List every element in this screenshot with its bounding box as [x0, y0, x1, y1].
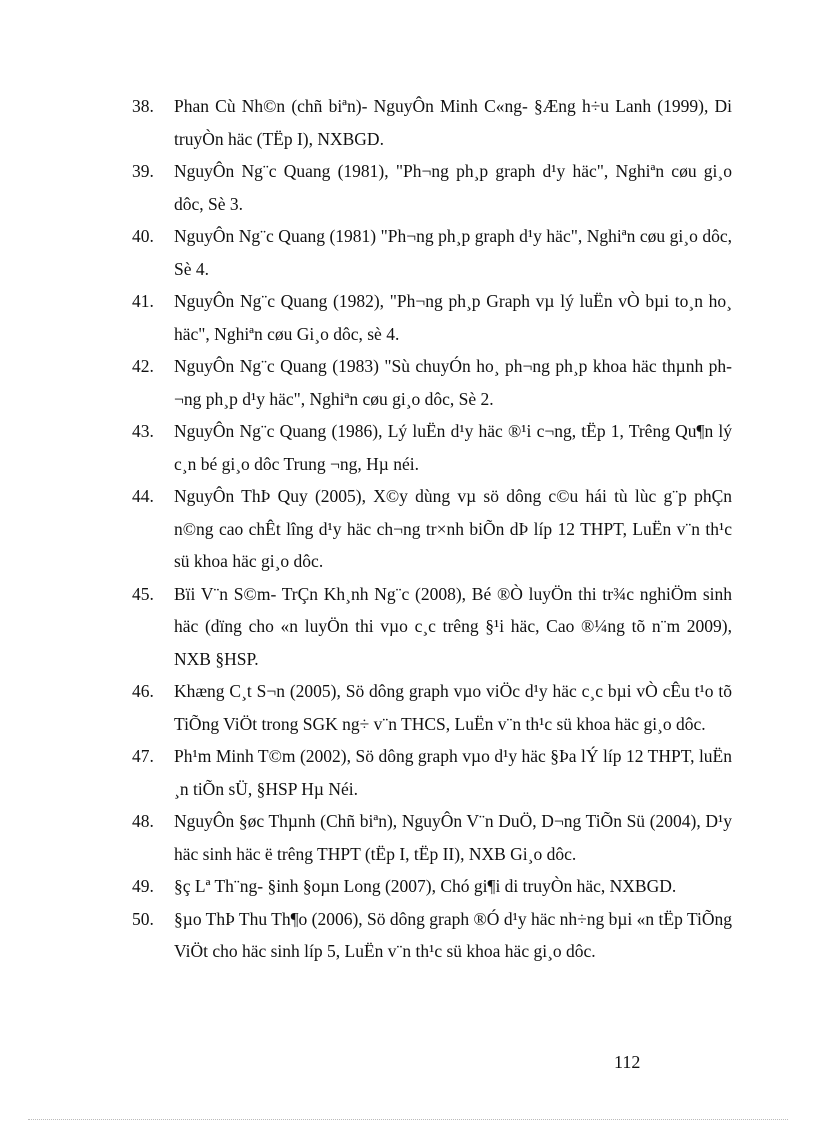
reference-item	[132, 675, 732, 740]
reference-text: §µo ThÞ Thu Th¶o (2006), Sö dông graph ®Ó d¹y häc nh÷ng bµi «n tËp TiÕng ViÖt cho häc sinh líp 5, LuËn v¨n th¹c sü khoa häc gi¸o dôc.	[174, 908, 732, 961]
reference-number: 47.	[132, 746, 154, 766]
reference-number: 43.	[132, 421, 154, 441]
reference-item	[132, 805, 732, 870]
reference-item	[132, 903, 732, 968]
reference-number: 40.	[132, 226, 154, 246]
reference-text: §ç Lª Th¨ng- §inh §oµn Long (2007), Chó gi¶i di truyÒn häc, NXBGD.	[174, 876, 677, 896]
reference-text: NguyÔn ThÞ Quy (2005), X©y dùng vµ sö dông c©u hái tù lùc g¨p phÇn n©ng cao chÊt lîng d¹y häc ch¬ng tr×nh biÕn dÞ líp 12 THPT, LuËn v¨n th¹c sü khoa häc gi¸o dôc.	[174, 486, 732, 571]
reference-number: 41.	[132, 291, 154, 311]
reference-item	[132, 740, 732, 805]
reference-text: Khæng C¸t S¬n (2005), Sö dông graph vµo viÖc d¹y häc c¸c bµi vÒ cÊu t¹o tõ TiÕng ViÖt trong SGK ng÷ v¨n THCS, LuËn v¨n th¹c sü khoa häc gi¸o dôc.	[174, 681, 732, 734]
reference-number: 38.	[132, 96, 154, 116]
page-bottom-border	[28, 1119, 788, 1120]
reference-item	[132, 155, 732, 220]
reference-number: 42.	[132, 356, 154, 376]
reference-text: Ph¹m Minh T©m (2002), Sö dông graph vµo d¹y häc §Þa lÝ líp 12 THPT, luËn ¸n tiÕn sÜ, §HSP Hµ Néi.	[174, 746, 732, 799]
reference-number: 49.	[132, 876, 154, 896]
reference-item	[132, 578, 732, 676]
reference-item	[132, 90, 732, 155]
reference-text: NguyÔn Ng¨c Quang (1982), "Ph¬ng ph¸p Graph vµ lý luËn vÒ bµi to¸n ho¸ häc", Nghiªn cøu Gi¸o dôc, sè 4.	[174, 291, 732, 344]
reference-item	[132, 285, 732, 350]
reference-item	[132, 480, 732, 578]
reference-text: NguyÔn Ng¨c Quang (1983) "Sù chuyÓn ho¸ ph¬ng ph¸p khoa häc thµnh ph¬ng ph¸p d¹y häc", Nghiªn cøu gi¸o dôc, Sè 2.	[174, 356, 732, 409]
reference-number: 48.	[132, 811, 154, 831]
reference-item	[132, 415, 732, 480]
reference-text: Phan Cù Nh©n (chñ biªn)- NguyÔn Minh C«ng- §Æng h÷u Lanh (1999), Di truyÒn häc (TËp I), NXBGD.	[174, 96, 732, 149]
reference-text: NguyÔn Ng¨c Quang (1981) "Ph¬ng ph¸p graph d¹y häc", Nghiªn cøu gi¸o dôc, Sè 4.	[174, 226, 732, 279]
reference-number: 50.	[132, 908, 154, 929]
reference-text: NguyÔn Ng¨c Quang (1981), "Ph¬ng ph¸p graph d¹y häc", Nghiªn cøu gi¸o dôc, Sè 3.	[174, 161, 732, 214]
reference-number: 44.	[132, 486, 154, 506]
reference-item	[132, 870, 732, 903]
reference-text: Bïi V¨n S©m- TrÇn Kh¸nh Ng¨c (2008), Bé ®Ò luyÖn thi tr¾c nghiÖm sinh häc (dïng cho «n luyÖn thi vµo c¸c trêng §¹i häc, Cao ®¼ng tõ n¨m 2009), NXB §HSP.	[174, 583, 732, 669]
reference-item	[132, 350, 732, 415]
reference-text: NguyÔn Ng¨c Quang (1986), Lý luËn d¹y häc ®¹i c¬ng, tËp 1, Trêng Qu¶n lý c¸n bé gi¸o dôc Trung ¬ng, Hµ néi.	[174, 421, 732, 474]
page-number: 112	[614, 1052, 641, 1072]
reference-number: 45.	[132, 583, 154, 604]
reference-list	[132, 90, 732, 968]
reference-number: 46.	[132, 681, 154, 701]
reference-number: 39.	[132, 161, 154, 181]
reference-text: NguyÔn §øc Thµnh (Chñ biªn), NguyÔn V¨n DuÖ, D¬ng TiÕn Sü (2004), D¹y häc sinh häc ë trêng THPT (tËp I, tËp II), NXB Gi¸o dôc.	[174, 811, 732, 864]
reference-item	[132, 220, 732, 285]
